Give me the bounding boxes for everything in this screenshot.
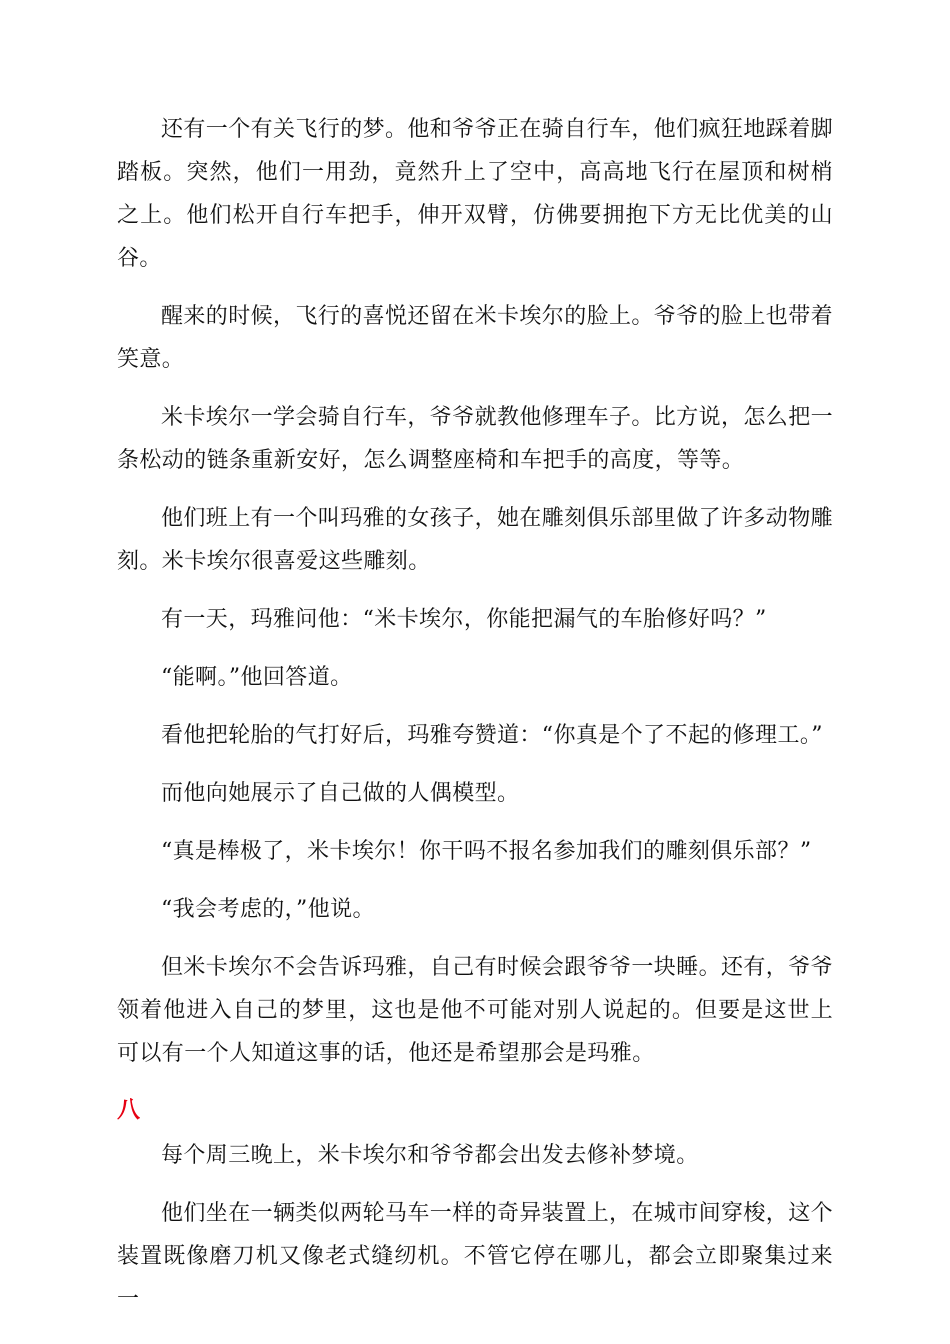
paragraph-bike-repair: 米卡埃尔一学会骑自行车，爷爷就教他修理车子。比方说，怎么把一条松动的链条重新安好，怎么调整座椅和车把手的高度，等等。 bbox=[117, 405, 834, 473]
paragraph-maya-praise: 看他把轮胎的气打好后，玛雅夸赞道：“你真是个了不起的修理工。” bbox=[161, 723, 823, 748]
paragraph-consider: “我会考虑的，”他说。 bbox=[161, 897, 375, 922]
document-page bbox=[117, 108, 833, 1336]
paragraph-club-invite: “真是棒极了，米卡埃尔！你干吗不报名参加我们的雕刻俱乐部？” bbox=[161, 839, 812, 864]
paragraph-strange-device: 他们坐在一辆类似两轮马车一样的奇异装置上，在城市间穿梭，这个装置既像磨刀机又像老式缝纫机。不管它停在哪儿，都会立即聚集过来一 bbox=[117, 1201, 834, 1312]
chapter-heading: 八 bbox=[117, 1097, 140, 1123]
paragraph-puppet-model: 而他向她展示了自己做的人偶模型。 bbox=[161, 781, 520, 806]
paragraph-secret: 但米卡埃尔不会告诉玛雅，自己有时候会跟爷爷一块睡。还有，爷爷领着他进入自己的梦里，这也是他不可能对别人说起的。但要是这世上可以有一个人知道这事的话，他还是希望那会是玛雅。 bbox=[117, 955, 834, 1066]
paragraph-maya-asks: 有一天，玛雅问他：“米卡埃尔，你能把漏气的车胎修好吗？” bbox=[161, 607, 767, 632]
paragraph-reply: “能啊。”他回答道。 bbox=[161, 665, 353, 690]
paragraph-wednesday: 每个周三晚上，米卡埃尔和爷爷都会出发去修补梦境。 bbox=[161, 1143, 699, 1168]
paragraph-maya-intro: 他们班上有一个叫玛雅的女孩子，她在雕刻俱乐部里做了许多动物雕刻。米卡埃尔很喜爱这些雕刻。 bbox=[117, 506, 834, 574]
paragraph-flying-dream: 还有一个有关飞行的梦。他和爷爷正在骑自行车，他们疯狂地踩着脚踏板。突然，他们一用劲，竟然升上了空中，高高地飞行在屋顶和树梢之上。他们松开自行车把手，伸开双臂，仿佛要拥抱下方无比优美的山谷。 bbox=[117, 117, 834, 271]
paragraph-waking-up: 醒来的时候，飞行的喜悦还留在米卡埃尔的脸上。爷爷的脸上也带着笑意。 bbox=[117, 304, 834, 372]
